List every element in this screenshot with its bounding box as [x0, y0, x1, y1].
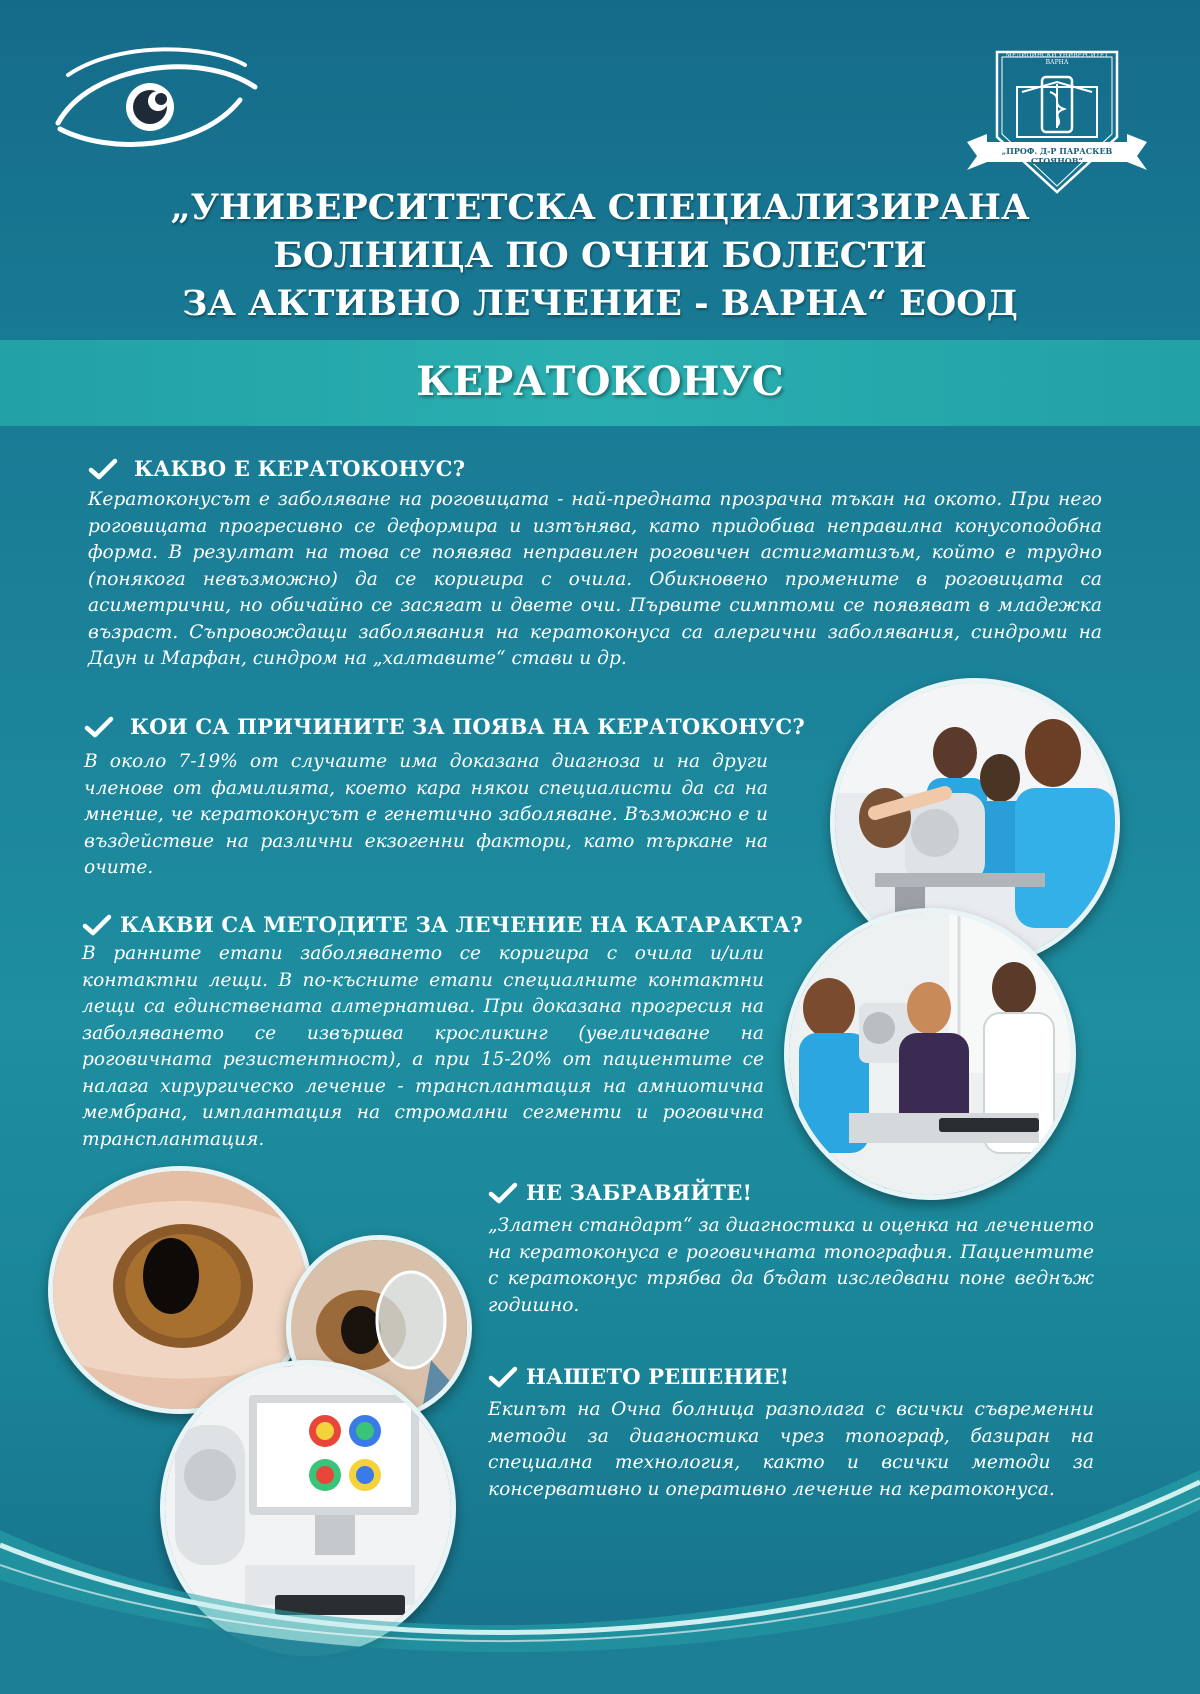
section-title: КАКВО Е КЕРАТОКОНУС? — [134, 456, 466, 481]
photo-patient-exam — [784, 908, 1076, 1200]
hospital-name-line-3: ЗА АКТИВНО ЛЕЧЕНИЕ - ВАРНА“ ЕООД — [182, 283, 1018, 324]
section-title: КАКВИ СА МЕТОДИТЕ ЗА ЛЕЧЕНИЕ НА КАТАРАКТА? — [120, 912, 803, 937]
section-title: НАШЕТО РЕШЕНИЕ! — [526, 1364, 790, 1389]
section-remember — [488, 1180, 1094, 1319]
eye-logo-icon — [50, 45, 260, 155]
main-title: КЕРАТОКОНУС — [416, 358, 784, 405]
check-icon — [88, 458, 118, 480]
section-body: В ранните етапи заболяването се коригира с очила и/или контактни лещи. В по-късните етапи специалните контактни лещи са единствената алтернатива. При доказана прогресия на заболяването се извършва кросликинг (увеличаване на роговичната резистентност), а при 15-20% от пациентите се налага хирургическо лечение - трансплантация на амниотична мембрана, имплантация на стромални сегменти и роговична трансплантация. — [82, 943, 764, 1150]
check-icon — [488, 1182, 518, 1204]
seal-top-text: МЕДИЦИНСКИ УНИВЕРСИТЕТ ВАРНА — [1005, 52, 1109, 66]
section-body: В около 7-19% от случаите има доказана диагноза и на други членове от фамилията, което кара някои специалисти да са на мнение, че кератоконусът е генетично заболяване. Възможно е и въздействие на различни екзогенни фактори, като търкане на очите. — [84, 751, 768, 878]
section-title: КОИ СА ПРИЧИНИТЕ ЗА ПОЯВА НА КЕРАТОКОНУС? — [130, 714, 805, 739]
university-seal — [962, 42, 1152, 197]
section-body: Екипът на Очна болница разполага с всички съвременни методи за диагностика чрез топограф, базиран на специална технология, както и всички методи за консервативно и оперативно лечение на кератоконуса. — [488, 1399, 1094, 1500]
section-body: „Златен стандарт“ за диагностика и оценка на лечението на кератоконуса е роговичната топография. Пациентите с кератоконус трябва да бъдат изследвани поне веднъж годишно. — [488, 1215, 1094, 1316]
section-body: Кератоконусът е заболяване на роговицата - най-предната прозрачна тъкан на окото. При него роговицата прогресивно се деформира и изтънява, като придобива неправилна конусоподобна форма. В резултат на това се появява неправилен роговичен астигматизъм, който е трудно (понякога невъзможно) да се коригира с очила. Обикновено промените в роговицата са асиметрични, но обичайно се засягат и двете очи. Първите симптоми се появяват в младежка възраст. Съпровождащи заболявания на кератоконуса са алергични заболявания, синдроми на Даун и Марфан, синдром на „халтавите“ стави и др. — [88, 489, 1102, 669]
hospital-name-line-2: БОЛНИЦА ПО ОЧНИ БОЛЕСТИ — [273, 235, 927, 276]
section-causes — [84, 714, 805, 882]
check-icon — [488, 1366, 518, 1388]
hospital-name — [100, 184, 1100, 328]
hospital-name-line-1: „УНИВЕРСИТЕТСКА СПЕЦИАЛИЗИРАНА — [170, 187, 1030, 228]
check-icon — [84, 716, 114, 738]
seal-ribbon-text: „ПРОФ. Д-Р ПАРАСКЕВ СТОЯНОВ“ — [1001, 146, 1113, 166]
section-treatment — [82, 912, 803, 1153]
bottom-wave — [0, 1470, 1200, 1694]
section-what-is — [88, 456, 1102, 673]
check-icon — [82, 914, 112, 936]
section-title: НЕ ЗАБРАВЯЙТЕ! — [526, 1180, 753, 1205]
